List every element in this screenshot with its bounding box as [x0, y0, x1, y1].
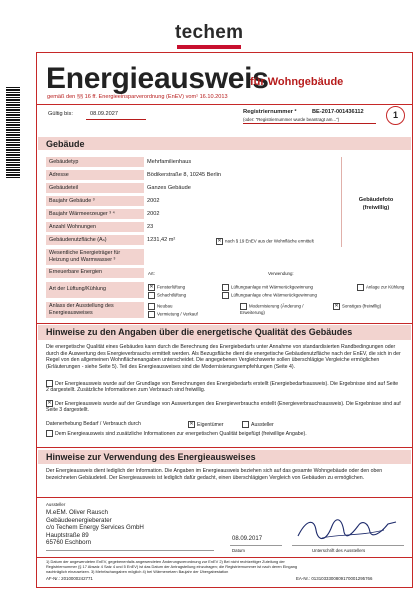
value-building-type: Mehrfamilienhaus [147, 159, 192, 165]
building-heading: Gebäude [46, 139, 85, 149]
quality-heading: Hinweise zu den Angaben über die energetische Qualität des Gebäudes [46, 327, 353, 337]
occ-other-checkbox[interactable]: ✕ [334, 303, 339, 309]
address-underline [46, 550, 214, 551]
label-floor-area: Gebäudenutzfläche (Aₙ) [46, 235, 144, 245]
vent-shaft[interactable]: Schachtlüftung [148, 292, 186, 299]
quality-paragraph: Die energetische Qualität eines Gebäudes kann durch die Berechnung des Energiebedarfs unter Annahme von standardisierten Randbedingungen oder durch die Auswertung des Energieverbrauchs ermittelt werden. Als Bezugsfläche dient die energetische Gebäudenutzfläche nach der EnEV, die sich in der Regel von den allgemeinen Wohnflächenangaben unterscheidet. Die angegebenen Vergleichswerte sollen überschlägige Vergleiche ermöglichen (Erläuterungen - siehe Seite 5). Teil des Energieausweises sind die Modernisierungsempfehlungen (Seite 4). [46, 344, 401, 370]
value-year-heater: 2002 [147, 211, 160, 217]
date-label: Datum [232, 548, 245, 553]
quality-option-consumption[interactable]: ✕ Der Energieausweis wurde auf der Grundlage von Auswertungen des Energieverbrauchs erstellt (Energieverbrauchsausweis). Die Ergebnisse sind auf Seite 3 dargestellt. [46, 400, 401, 414]
footnote-line-2: Registriernummer (§ 17 Absatz 4 Satz 4 und 5 EnEV) ist das Datum der Antragstellung einzutragen; die Registriernummer ist nach deren Eingang [46, 564, 298, 569]
row-building-type [46, 157, 338, 168]
issuer-line-3: c/o Techem Energy Services GmbH [46, 524, 144, 532]
data-issuer[interactable]: Aussteller [242, 421, 274, 428]
value-year-built: 2002 [147, 198, 160, 204]
value-floor-area: 1231,42 m² [147, 237, 176, 243]
date-underline [230, 545, 282, 546]
valid-label: Gültig bis: [48, 111, 73, 117]
vent-no-recovery[interactable]: Lüftungsanlage ohne Wärmerückgewinnung [222, 292, 317, 299]
label-year-heater: Baujahr Wärmeerzeuger ³ ⁴ [46, 209, 144, 219]
occasion-label: Anlass der Ausstellung des Energieausweises [49, 303, 114, 316]
row-year-heater [46, 209, 338, 220]
row-address [46, 170, 338, 181]
building-header-band [38, 137, 411, 150]
certificate-frame [36, 52, 413, 588]
renewables-label: Erneuerbare Energien [49, 269, 103, 275]
header-divider [36, 104, 413, 105]
signature-label: Unterschrift des Ausstellers [312, 548, 366, 553]
value-address: Bödikerstraße 8, 10245 Berlin [147, 172, 222, 178]
label-address: Adresse [46, 170, 144, 180]
occ-rent-sale-checkbox[interactable] [148, 311, 155, 318]
logo-underline [177, 45, 241, 49]
renewables-type: Art: [148, 271, 155, 276]
data-issuer-checkbox[interactable] [242, 421, 249, 428]
ea-number: EA-Nr.: 0131033300809170001295766 [296, 576, 373, 581]
occ-rent-sale[interactable]: Vermietung / Verkauf [148, 311, 198, 318]
vent-recovery[interactable]: Lüftungsanlage mit Wärmerückgewinnung [222, 284, 313, 291]
signature-image [292, 512, 402, 546]
footnote-divider [36, 557, 413, 558]
consumption-checkbox[interactable]: ✕ [47, 400, 52, 406]
vent-window[interactable]: ✕ Fensterlüftung [149, 284, 186, 290]
footnotes [46, 559, 406, 574]
vent-no-recovery-checkbox[interactable] [222, 292, 229, 299]
legal-basis: gemäß den §§ 16 ff. Energieeinsparverordnung (EnEV) vom¹ 16.10.2013 [47, 94, 228, 100]
extra-info-checkbox[interactable] [46, 430, 53, 437]
data-owner-checkbox[interactable]: ✕ [189, 421, 194, 427]
occ-new[interactable]: Neubau [148, 303, 172, 310]
occ-modernisation-checkbox[interactable] [240, 303, 247, 310]
issuer-label: Aussteller [46, 502, 66, 507]
register-underline [243, 123, 376, 124]
energy-sources-label: Wesentliche Energieträger für Heizung und Warmwasser ³ [49, 250, 121, 263]
register-value: BE-2017-001436112 [312, 109, 364, 115]
vent-cooling-checkbox[interactable] [357, 284, 364, 291]
row-apartments [46, 222, 338, 233]
label-building-part: Gebäudeteil [46, 183, 144, 193]
row-year-built [46, 196, 338, 207]
vent-window-checkbox[interactable]: ✕ [149, 284, 154, 290]
document-title: Energieausweis [46, 62, 269, 95]
register-note: (oder: "Registriernummer wurde beantragt am...") [243, 117, 340, 122]
register-label: Registriernummer ² [243, 109, 297, 115]
vent-cooling[interactable]: Anlage zur Kühlung [357, 284, 407, 291]
data-collection-label: Datenerhebung Bedarf / Verbrauch durch [46, 421, 141, 427]
usage-heading: Hinweise zur Verwendung des Energieausweises [46, 452, 256, 462]
issuer-line-4: Hauptstraße 89 [46, 531, 89, 539]
issuer-line-2: Gebäudeenergieberater [46, 516, 112, 524]
techem-logo: techem [175, 22, 244, 43]
extra-info[interactable]: Dem Energieausweis sind zusätzliche Informationen zur energetischen Qualität beigefügt (freiwillige Angabe). [46, 430, 402, 437]
vent-recovery-checkbox[interactable] [222, 284, 229, 291]
occ-new-checkbox[interactable] [148, 303, 155, 310]
data-owner[interactable]: ✕ Eigentümer [189, 421, 224, 428]
row-building-part [46, 183, 338, 194]
af-number: AF-Nr.: 2010000242771 [46, 576, 93, 581]
footnote-line-1: 1) Datum der angewendeten EnEV, gegebenenfalls angewendeten Änderungsverordnung zur EnEV 2) Bei nicht rechtzeitiger Zuteilung der [46, 559, 285, 564]
label-building-type: Gebäudetyp [46, 157, 144, 167]
issuer-address [46, 509, 144, 547]
side-barcode [6, 86, 20, 178]
issuer-divider [36, 497, 413, 498]
vent-shaft-checkbox[interactable] [148, 292, 155, 299]
area-note: ✕ nach § 19 EnEV aus der Wohnfläche ermittelt [217, 238, 314, 244]
ventilation-label: Art der Lüftung/Kühlung [49, 286, 106, 292]
photo-label: Gebäudefoto (freiwillig) [358, 197, 394, 211]
document-subtitle: für Wohngebäude [250, 76, 344, 88]
value-building-part: Ganzes Gebäude [147, 185, 191, 191]
label-year-built: Baujahr Gebäude ³ [46, 196, 144, 206]
occ-modernisation[interactable]: Modernisierung (Änderung / Erweiterung) [240, 303, 304, 315]
area-checkbox[interactable]: ✕ [217, 238, 222, 244]
renewables-use: Verwendung: [268, 271, 294, 276]
usage-paragraph: Der Energieausweis dient lediglich der Information. Die Angaben im Energieausweis beziehen sich auf das gesamte Wohngebäude oder den oben bezeichneten Gebäudeteil. Der Energieausweis ist lediglich dafür gedacht, einen überschlägigen Vergleich von Gebäuden zu ermöglichen. [46, 468, 383, 481]
usage-divider [36, 447, 413, 448]
signature-underline [292, 545, 404, 546]
valid-date: 08.09.2027 [90, 111, 118, 117]
label-apartments: Anzahl Wohnungen [46, 222, 144, 232]
valid-underline [86, 119, 146, 120]
footnote-line-3: nachträglich einzusetzen. 3) Mehrfachangaben möglich 4) bei Wärmenetzen Baujahr der Übergabestation [46, 569, 229, 574]
quality-divider [36, 323, 413, 324]
issuer-line-5: 65760 Eschborn [46, 539, 92, 547]
issuer-line-1: M.eEM. Oliver Rausch [46, 509, 108, 516]
demand-checkbox[interactable] [46, 380, 53, 387]
quality-option-demand[interactable]: Der Energieausweis wurde auf der Grundlage von Berechnungen des Energiebedarfs erstellt (Energiebedarfsausweis). Die Ergebnisse sind auf Seite 2 dargestellt. Zusätzliche Informationen zum Verbrauch sind freiwillig. [46, 380, 399, 394]
issue-date: 08.09.2017 [232, 536, 263, 542]
occ-other[interactable]: ✕ Sonstiges (freiwillig) [334, 303, 382, 309]
value-apartments: 23 [147, 224, 154, 230]
page-number: 1 [386, 106, 405, 125]
